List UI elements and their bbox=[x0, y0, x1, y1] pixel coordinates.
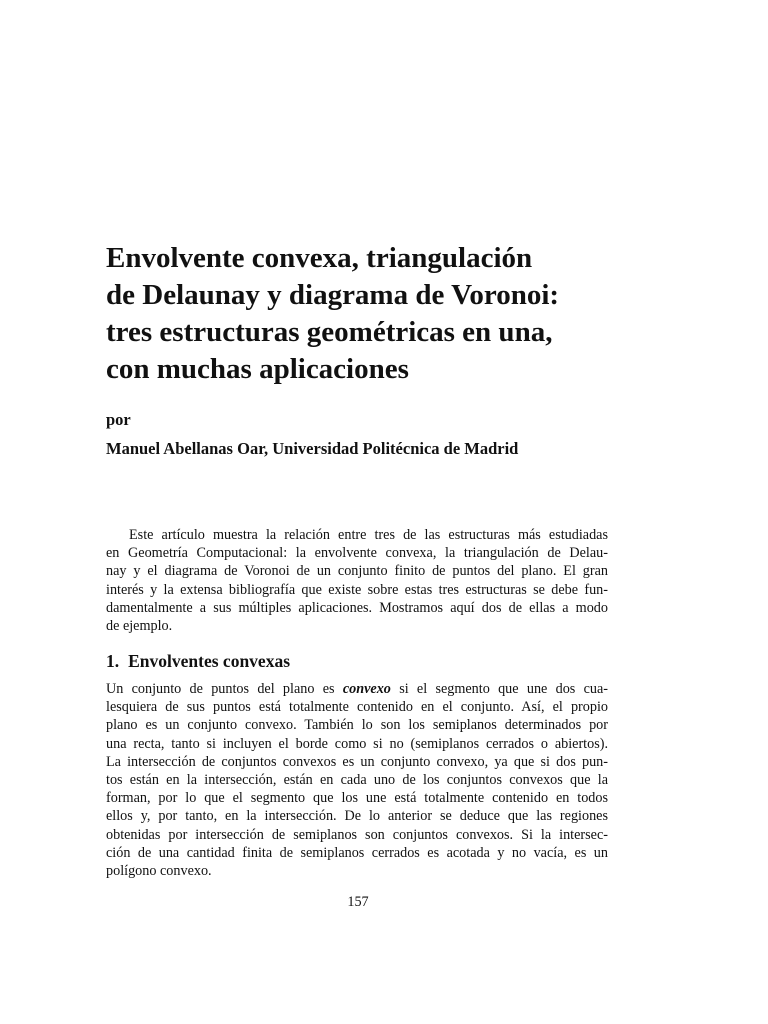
body-text-before: Un conjunto de puntos del plano es bbox=[106, 681, 335, 697]
body-line: lesquiera de sus puntos está totalmente contenido en el conjunto. Así, el propio bbox=[106, 699, 608, 716]
byline: por bbox=[106, 410, 131, 429]
body-line: forman, por lo que el segmento que los une está totalmente contenido en todos bbox=[106, 790, 608, 807]
body-line: ción de una cantidad finita de semiplanos cerrados es acotada y no vacía, es un bbox=[106, 844, 608, 861]
title-line: tres estructuras geométricas en una, bbox=[106, 316, 553, 348]
title-line: de Delaunay y diagrama de Voronoi: bbox=[106, 279, 560, 311]
body-line: plano es un conjunto convexo. También lo son los semiplanos determinados por bbox=[106, 717, 608, 734]
section-title: Envolventes convexas bbox=[128, 651, 290, 671]
body-line bbox=[106, 680, 608, 698]
abstract-line: interés y la extensa bibliografía que existe sobre estas tres estructuras se debe fun- bbox=[106, 581, 608, 598]
abstract bbox=[106, 526, 608, 635]
body-line: tos están en la intersección, están en cada uno de los conjuntos convexos que la bbox=[106, 772, 608, 789]
section-body bbox=[106, 680, 608, 880]
body-line: una recta, tanto si incluyen el borde como si no (semiplanos cerrados o abiertos). bbox=[106, 735, 608, 752]
abstract-line: nay y el diagrama de Voronoi de un conjunto finito de puntos del plano. El gran bbox=[106, 563, 608, 580]
emphasized-term: convexo bbox=[342, 681, 391, 697]
body-line: obtenidas por intersección de semiplanos son conjuntos convexos. Si la intersec- bbox=[106, 826, 608, 843]
abstract-line: Este artículo muestra la relación entre tres de las estructuras más estudiadas bbox=[129, 527, 608, 543]
body-line: La intersección de conjuntos convexos es un conjunto convexo, ya que si dos pun- bbox=[106, 753, 608, 770]
abstract-line: en Geometría Computacional: la envolvente convexa, la triangulación de Delau- bbox=[106, 545, 608, 562]
title-line: Envolvente convexa, triangulación bbox=[106, 242, 533, 274]
author-affiliation: Manuel Abellanas Oar, Universidad Politécnica de Madrid bbox=[106, 439, 519, 458]
article-title bbox=[106, 240, 686, 388]
body-text-after: si el segmento que une dos cua- bbox=[399, 681, 609, 697]
section-number: 1. bbox=[106, 651, 120, 671]
body-line: ellos y, por tanto, en la intersección. De lo anterior se deduce que las regiones bbox=[106, 808, 608, 825]
page-number: 157 bbox=[347, 894, 369, 910]
abstract-line: de ejemplo. bbox=[106, 618, 173, 635]
abstract-line: damentalmente a sus múltiples aplicaciones. Mostramos aquí dos de ellas a modo bbox=[106, 599, 608, 616]
title-line: con muchas aplicaciones bbox=[106, 353, 409, 385]
body-line: polígono convexo. bbox=[106, 863, 212, 880]
section-heading bbox=[106, 650, 290, 672]
